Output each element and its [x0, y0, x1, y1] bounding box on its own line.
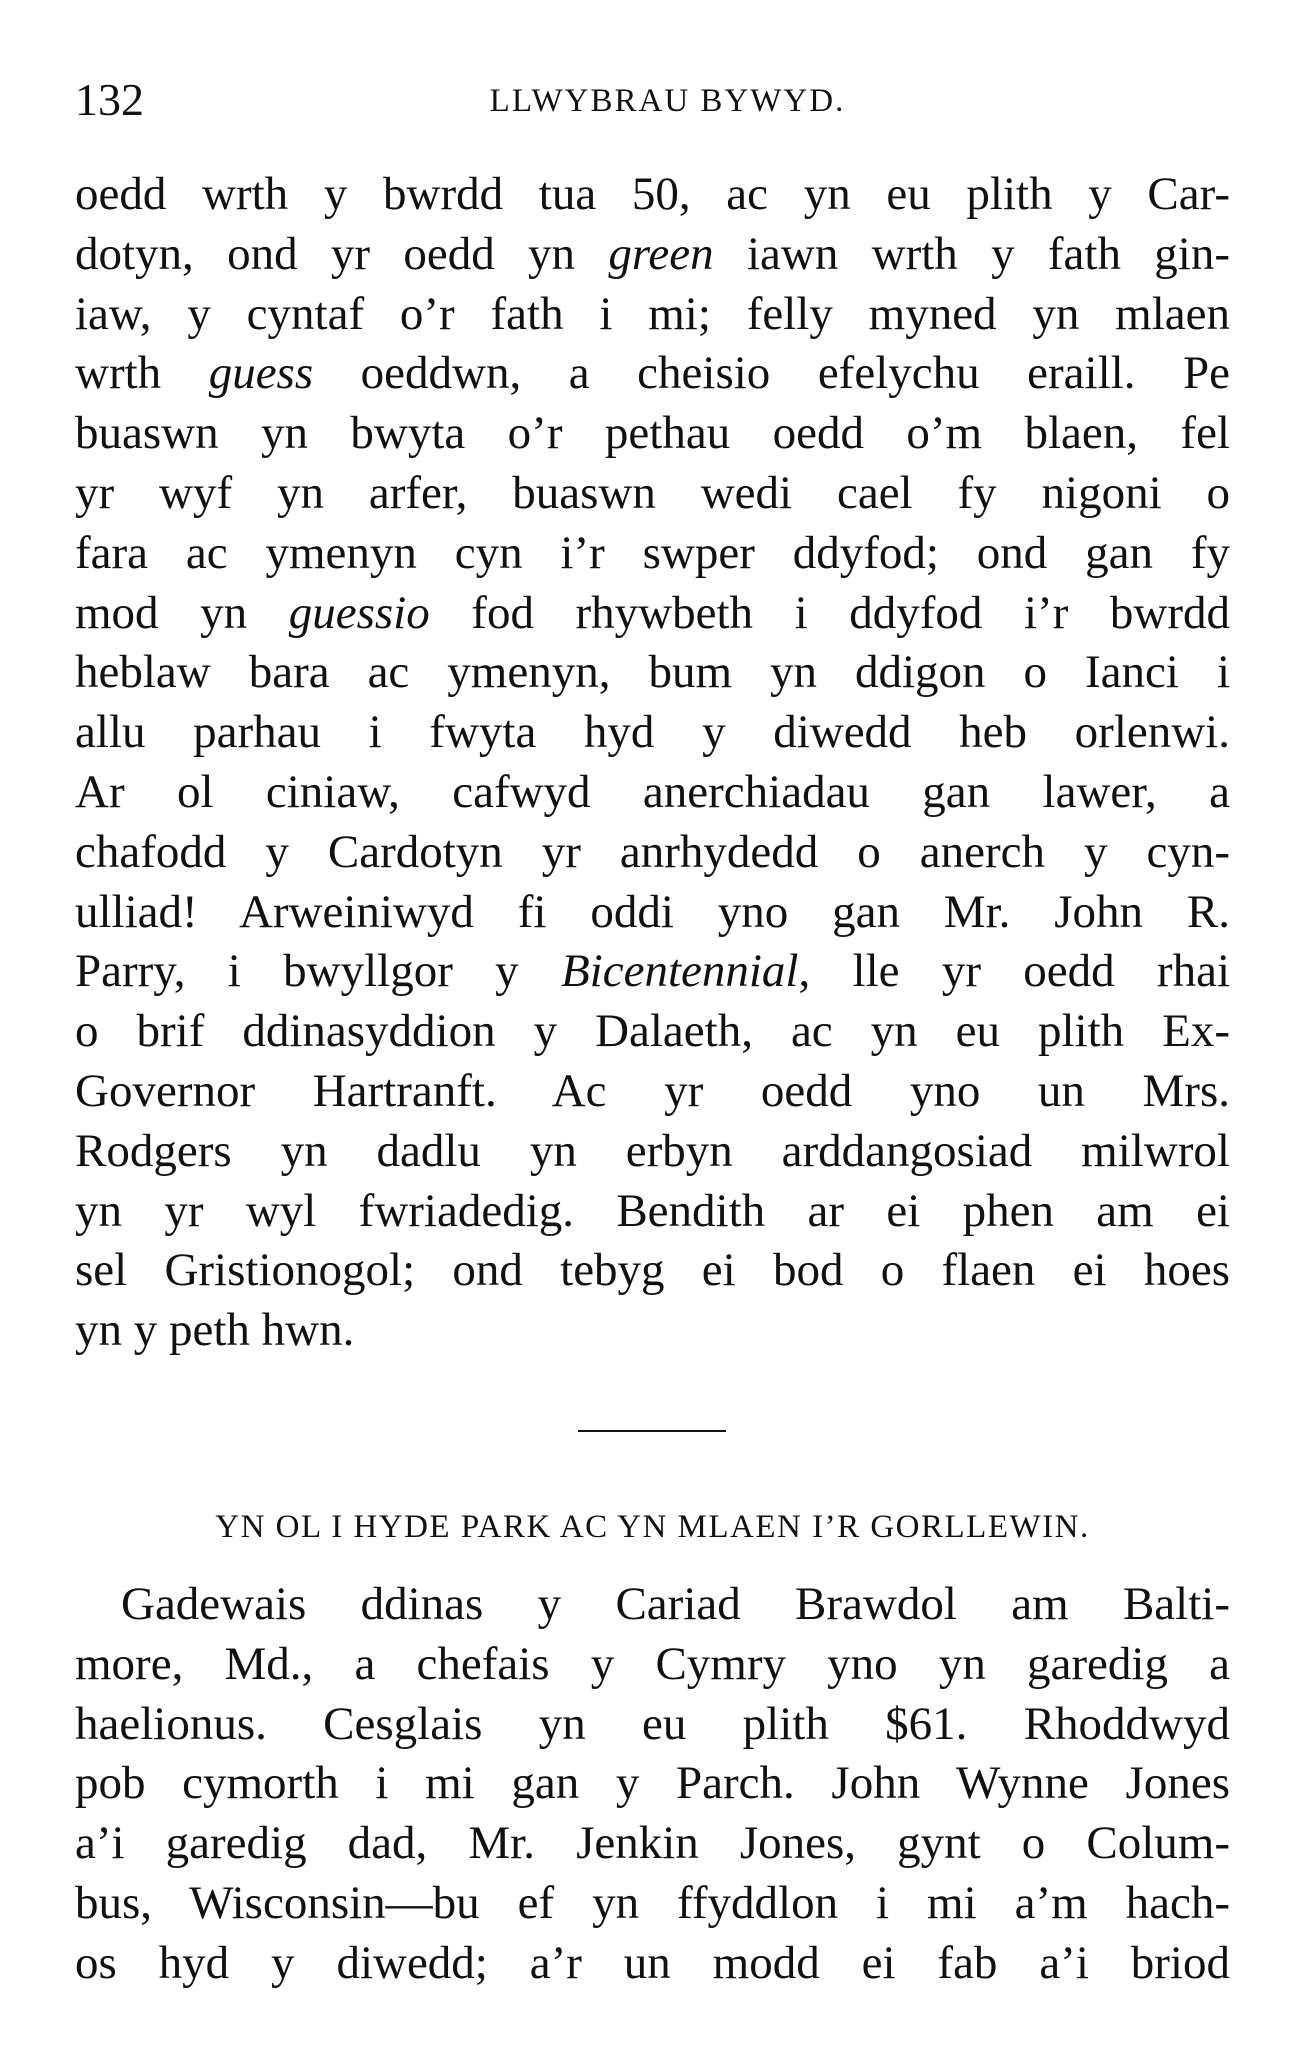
text-span: chafodd y Cardotyn yr anrhydedd o anerch y cyn-	[75, 825, 1230, 878]
text-line	[75, 1122, 1230, 1182]
text-span: , lle yr oedd rhai	[798, 945, 1230, 998]
text-line: pob cymorth i mi gan y Parch. John Wynne Jones	[75, 1757, 1230, 1810]
text-line	[75, 584, 1230, 644]
running-title: LLWYBRAU BYWYD.	[489, 83, 846, 119]
text-line: Gadewais ddinas y Cariad Brawdol am Balti-	[121, 1578, 1230, 1630]
text-line	[75, 823, 1230, 883]
text-line: haelionus. Cesglais yn eu plith $61. Rhoddwyd	[75, 1697, 1230, 1750]
page-number: 132	[75, 74, 144, 125]
text-line	[75, 524, 1230, 584]
text-line	[75, 1062, 1230, 1122]
text-span: iaw, y cyntaf o’r fath i mi; felly myned yn mlaen	[75, 287, 1230, 340]
text-line	[75, 1301, 1230, 1361]
text-span: buaswn yn bwyta o’r pethau oedd o’m blaen, fel	[75, 407, 1230, 460]
text-line	[75, 643, 1230, 703]
italic-word: guess	[208, 347, 314, 400]
text-line	[75, 1002, 1230, 1062]
paragraph-2	[75, 1575, 1230, 1994]
text-line: os hyd y diwedd; a’r un modd ei fab a’i briod	[75, 1936, 1230, 1989]
text-span: yn y peth hwn.	[75, 1304, 355, 1357]
text-line: bus, Wisconsin—bu ef yn ffyddlon i mi a’m hach-	[75, 1876, 1230, 1929]
text-span: ulliad! Arweiniwyd fi oddi yno gan Mr. John R.	[75, 885, 1230, 938]
section-heading: YN OL I HYDE PARK AC YN MLAEN I’R GORLLEWIN.	[215, 1509, 1090, 1545]
text-span: mod yn	[75, 586, 289, 639]
italic-word: Bicentennial	[560, 945, 799, 998]
text-span: wrth	[75, 347, 209, 400]
text-span: Parry, i bwyllgor y	[75, 945, 561, 998]
running-head	[75, 70, 1230, 130]
text-line	[75, 883, 1230, 943]
text-span: oedd wrth y bwrdd tua 50, ac yn eu plith y Car-	[75, 168, 1230, 220]
text-line	[75, 763, 1230, 823]
italic-word: guessio	[288, 586, 430, 639]
text-line	[75, 942, 1230, 1002]
paragraph-1	[75, 165, 1230, 1361]
text-span: o brif ddinasyddion y Dalaeth, ac yn eu plith Ex-	[75, 1005, 1230, 1058]
text-span: dotyn, ond yr oedd yn	[75, 227, 609, 280]
text-line: more, Md., a chefais y Cymry yno yn garedig a	[75, 1637, 1230, 1690]
text-span: Ar ol ciniaw, cafwyd anerchiadau gan lawer, a	[75, 765, 1230, 818]
text-line	[75, 285, 1230, 345]
text-span: oeddwn, a cheisio efelychu eraill. Pe	[313, 347, 1230, 400]
text-span: fod rhywbeth i ddyfod i’r bwrdd	[429, 586, 1230, 639]
text-line	[75, 464, 1230, 524]
text-line	[75, 1182, 1230, 1242]
text-line: a’i garedig dad, Mr. Jenkin Jones, gynt o Colum-	[75, 1817, 1230, 1870]
text-line	[75, 225, 1230, 285]
text-line	[75, 165, 1230, 225]
text-line	[75, 404, 1230, 464]
text-span: allu parhau i fwyta hyd y diwedd heb orlenwi.	[75, 706, 1230, 759]
text-line	[75, 344, 1230, 404]
text-span: heblaw bara ac ymenyn, bum yn ddigon o Ianci i	[75, 646, 1230, 699]
text-span: Governor Hartranft. Ac yr oedd yno un Mrs.	[75, 1064, 1230, 1117]
text-span: Rodgers yn dadlu yn erbyn arddangosiad milwrol	[75, 1124, 1230, 1177]
text-line	[75, 1241, 1230, 1301]
italic-word: green	[608, 227, 714, 280]
text-span: fara ac ymenyn cyn i’r swper ddyfod; ond gan fy	[75, 526, 1230, 579]
text-span: yr wyf yn arfer, buaswn wedi cael fy nigoni o	[75, 466, 1230, 519]
text-span: iawn wrth y fath gin-	[713, 227, 1230, 280]
section-divider	[578, 1430, 726, 1432]
text-line	[75, 703, 1230, 763]
text-span: yn yr wyl fwriadedig. Bendith ar ei phen am ei	[75, 1184, 1230, 1237]
text-span: sel Gristionogol; ond tebyg ei bod o flaen ei hoes	[75, 1244, 1230, 1297]
